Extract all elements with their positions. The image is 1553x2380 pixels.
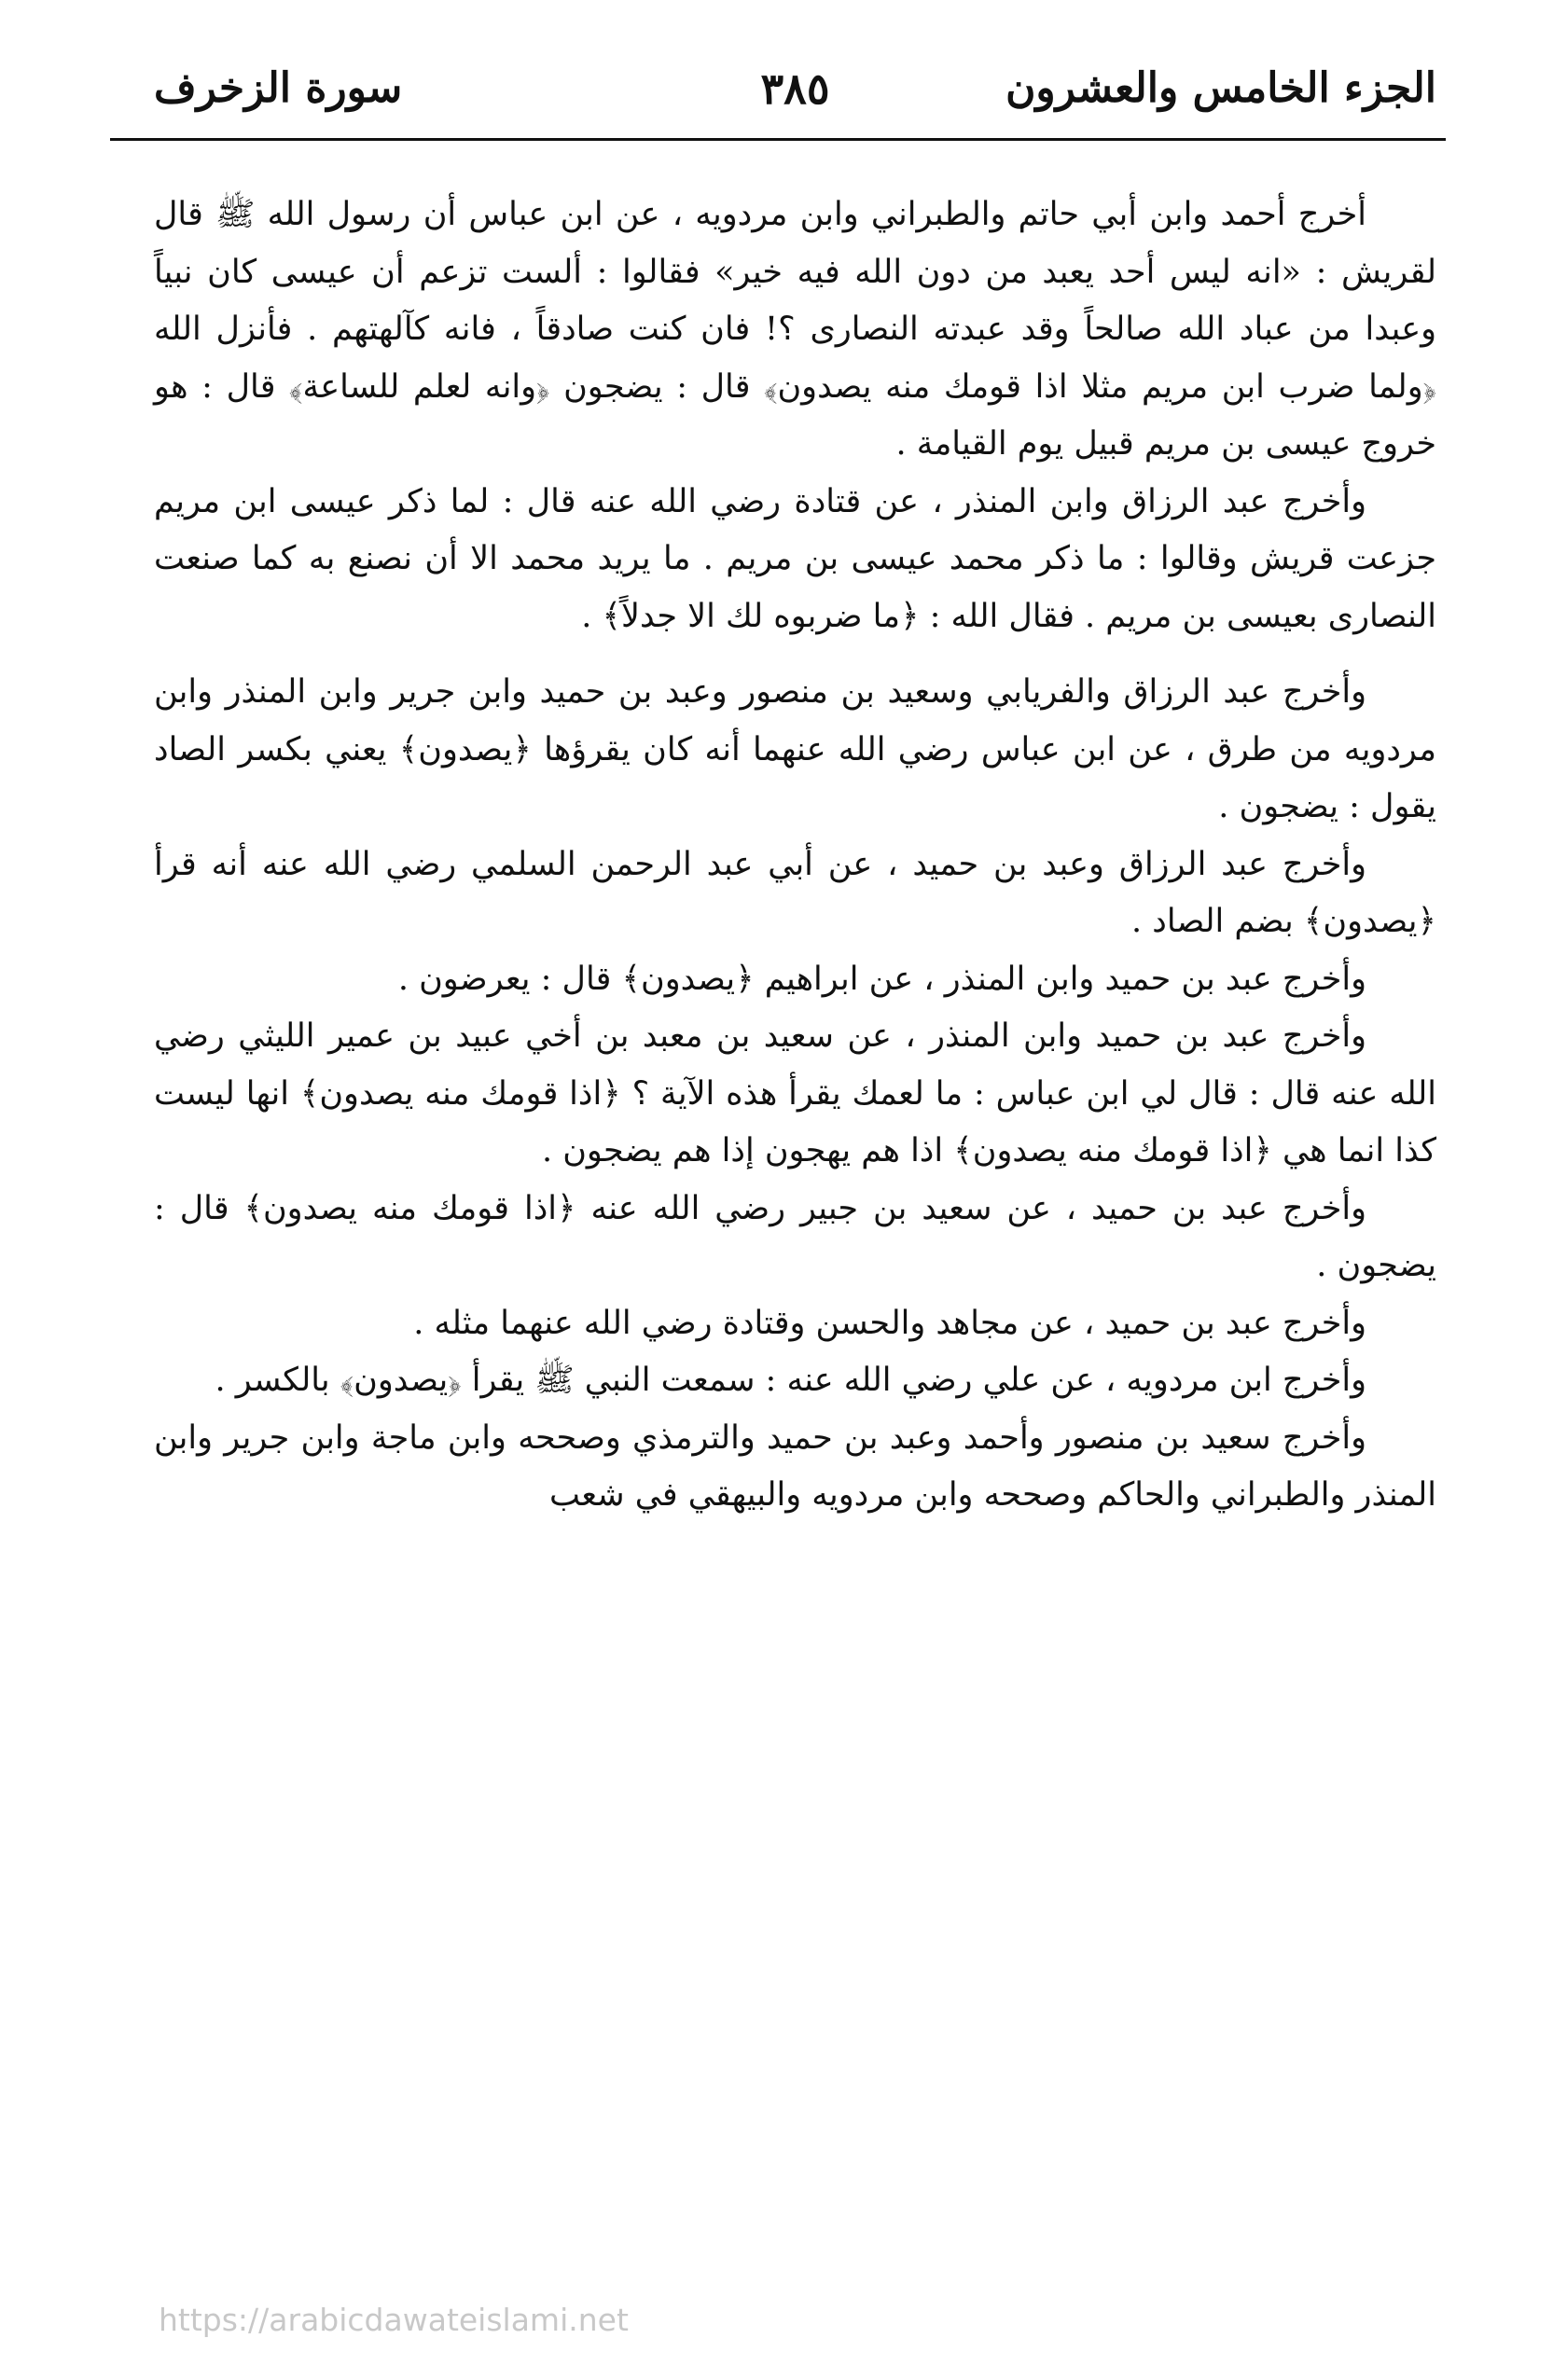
paragraph-5: وأخرج عبد بن حميد وابن المنذر ، عن ابراهيم ﴿يصدون﴾ قال : يعرضون . (397, 960, 1366, 998)
part-title: الجزء الخامس والعشرون (1005, 64, 1436, 112)
paragraph-1: أخرج أحمد وابن أبي حاتم والطبراني وابن مردويه ، عن ابن عباس أن رسول الله ﷺ قال لقريش : «انه ليس أحد يعبد من دون الله فيه خير» فقالوا : ألست تزعم أن عيسى كان نبياً وعبدا من عباد الله صالحاً وقد عبدته النصارى ؟! فان كنت صادقاً ، فانه كآلهتهم . فأنزل الله ﴿ولما ضرب ابن مريم مثلا اذا قومك منه يصدون﴾ قال : يضجون ﴿وانه لعلم للساعة﴾ قال : هو خروج عيسى بن مريم قبيل يوم القيامة . (154, 196, 1436, 463)
page-number: ٣٨٥ (760, 63, 830, 114)
paragraph-3: وأخرج عبد الرزاق والفريابي وسعيد بن منصور وعبد بن حميد وابن جرير وابن المنذر وابن مردويه من طرق ، عن ابن عباس رضي الله عنهما أنه كان يقرؤها ﴿يصدون﴾ يعني بكسر الصاد يقول : يضجون . (154, 673, 1436, 825)
paragraph-4: وأخرج عبد الرزاق وعبد بن حميد ، عن أبي عبد الرحمن السلمي رضي الله عنه أنه قرأ ﴿يصدون﴾ بضم الصاد . (154, 845, 1436, 940)
paragraph-2: وأخرج عبد الرزاق وابن المنذر ، عن قتادة رضي الله عنه قال : لما ذكر عيسى ابن مريم جزعت قريش وقالوا : ما ذكر محمد عيسى بن مريم . ما يريد محمد الا أن نصنع به كما صنعت النصارى بعيسى بن مريم . فقال الله : ﴿ما ضربوه لك الا جدلاً﴾ . (154, 482, 1436, 635)
body-text (154, 187, 1436, 1525)
paragraph-8: وأخرج عبد بن حميد ، عن مجاهد والحسن وقتادة رضي الله عنهما مثله . (413, 1304, 1366, 1342)
running-header (154, 51, 1436, 126)
paragraph-10: وأخرج سعيد بن منصور وأحمد وعبد بن حميد والترمذي وصححه وابن ماجة وابن جرير وابن المنذر والطبراني والحاكم وصححه وابن مردويه والبيهقي في شعب (154, 1418, 1436, 1514)
paragraph-7: وأخرج عبد بن حميد ، عن سعيد بن جبير رضي الله عنه ﴿اذا قومك منه يصدون﴾ قال : يضجون . (154, 1189, 1436, 1284)
paragraph-6: وأخرج عبد بن حميد وابن المنذر ، عن سعيد بن معبد بن أخي عبيد بن عمير الليثي رضي الله عنه قال : قال لي ابن عباس : ما لعمك يقرأ هذه الآية ؟ ﴿اذا قومك منه يصدون﴾ انها ليست كذا انما هي ﴿اذا قومك منه يصدون﴾ اذا هم يهجون إذا هم يضجون . (154, 1017, 1436, 1169)
header-rule (110, 138, 1446, 141)
paragraph-9: وأخرج ابن مردويه ، عن علي رضي الله عنه : سمعت النبي ﷺ يقرأ ﴿يصدون﴾ بالكسر . (215, 1362, 1366, 1399)
surah-title: سورة الزخرف (154, 64, 403, 112)
watermark-url: https://arabicdawateislami.net (159, 2302, 629, 2338)
